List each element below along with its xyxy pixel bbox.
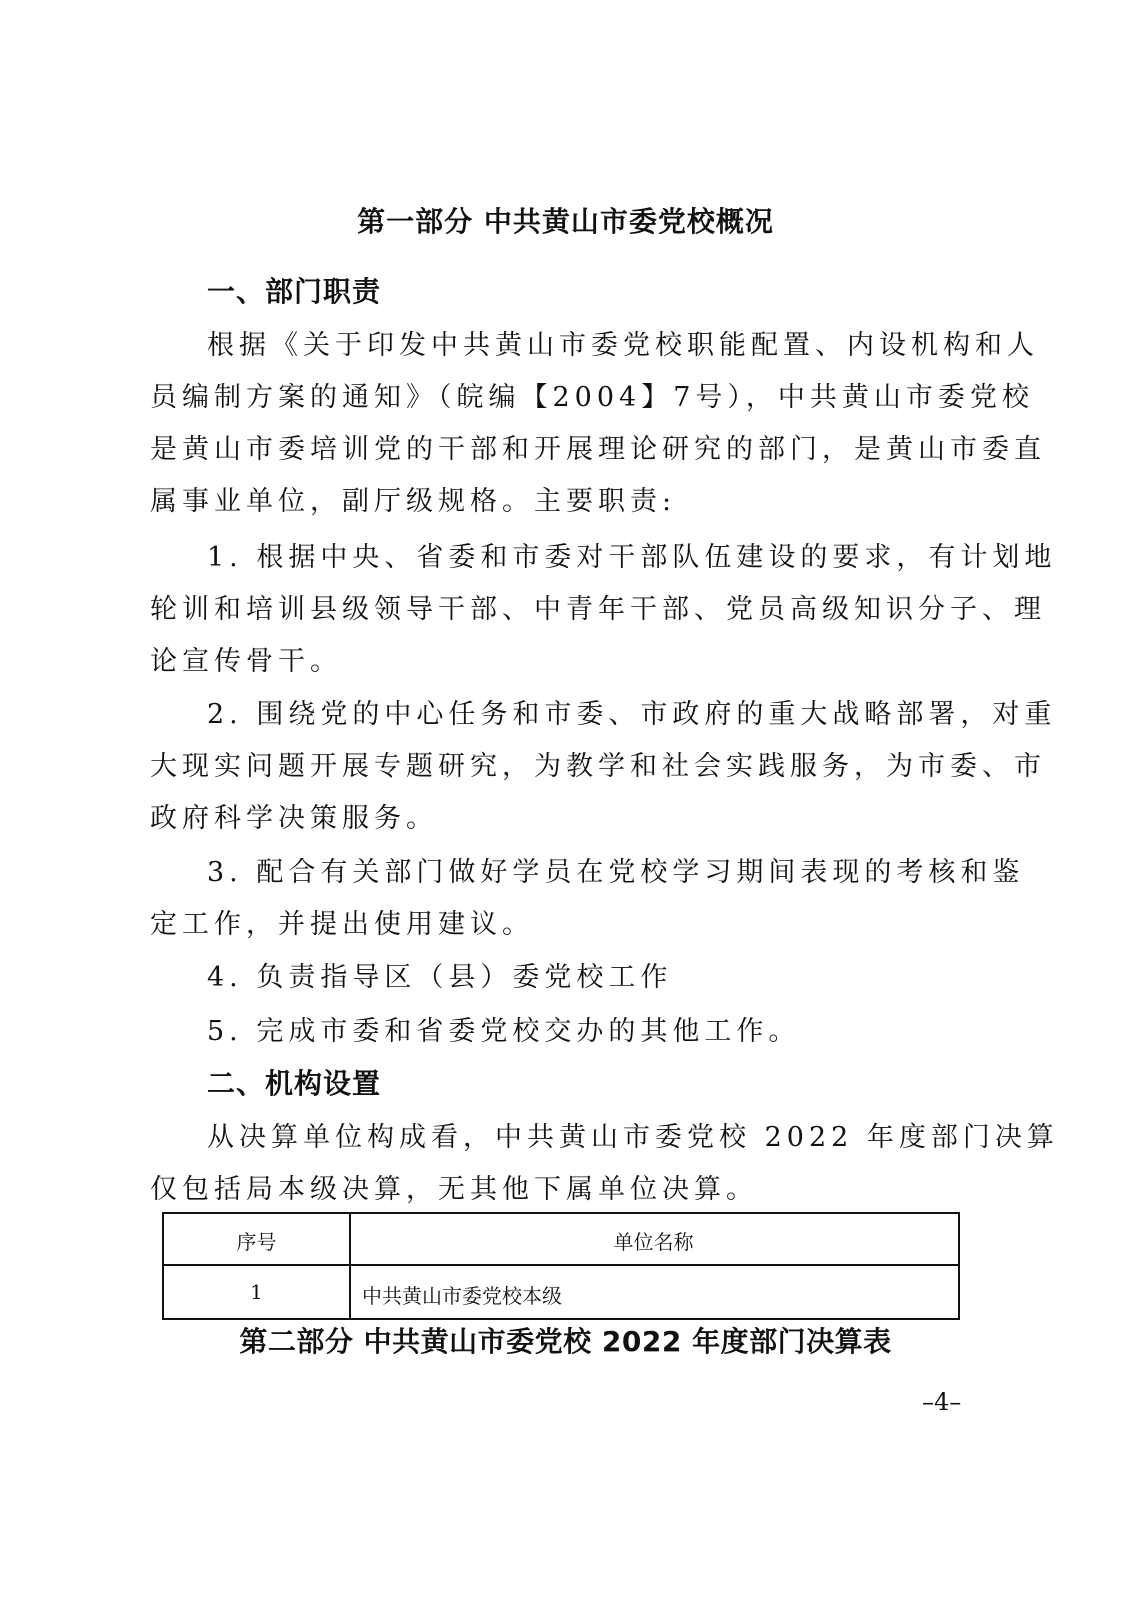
table-divider-horizontal [164, 1264, 958, 1266]
duty-item-2-line-2: 大现实问题开展专题研究，为教学和社会实践服务，为市委、市 [150, 751, 1046, 782]
section2-line-1: 从决算单位构成看，中共黄山市委党校 2022 年度部门决算 [207, 1122, 1059, 1153]
page-number: –4– [922, 1388, 962, 1416]
section1-heading: 一、部门职责 [207, 275, 382, 308]
unit-table [162, 1212, 960, 1320]
intro-line-1: 根据《关于印发中共黄山市委党校职能配置、内设机构和人 [207, 330, 1039, 361]
section2-line-2: 仅包括局本级决算，无其他下属单位决算。 [150, 1174, 758, 1205]
intro-line-3: 是黄山市委培训党的干部和开展理论研究的部门，是黄山市委直 [150, 434, 1046, 465]
section2-heading: 二、机构设置 [207, 1067, 382, 1100]
duty-item-5: 5. 完成市委和省委党校交办的其他工作。 [207, 1016, 801, 1047]
duty-item-2-line-1: 2. 围绕党的中心任务和市委、市政府的重大战略部署，对重 [207, 699, 1057, 730]
intro-line-4: 属事业单位，副厅级规格。主要职责: [150, 486, 677, 517]
duty-item-2-line-3: 政府科学决策服务。 [150, 803, 438, 834]
duty-item-3-line-1: 3. 配合有关部门做好学员在党校学习期间表现的考核和鉴 [207, 857, 1025, 888]
duty-item-1-line-2: 轮训和培训县级领导干部、中青年干部、党员高级知识分子、理 [150, 594, 1046, 625]
duty-item-1-line-3: 论宣传骨干。 [150, 646, 342, 677]
intro-line-2: 员编制方案的通知》（皖编【2004】7号），中共黄山市委党校 [150, 382, 1034, 413]
table-header-unit-name: 单位名称 [613, 1230, 694, 1254]
part1-title: 第一部分 中共黄山市委党校概况 [357, 205, 774, 238]
table-cell-unit-name: 中共黄山市委党校本级 [362, 1284, 562, 1308]
part2-title: 第二部分 中共黄山市委党校 2022 年度部门决算表 [239, 1325, 892, 1358]
duty-item-1-line-1: 1. 根据中央、省委和市委对干部队伍建设的要求，有计划地 [207, 542, 1057, 573]
table-header-index: 序号 [236, 1230, 277, 1254]
table-cell-index: 1 [250, 1280, 263, 1304]
duty-item-3-line-2: 定工作，并提出使用建议。 [150, 909, 534, 940]
duty-item-4: 4. 负责指导区（县）委党校工作 [207, 962, 673, 993]
